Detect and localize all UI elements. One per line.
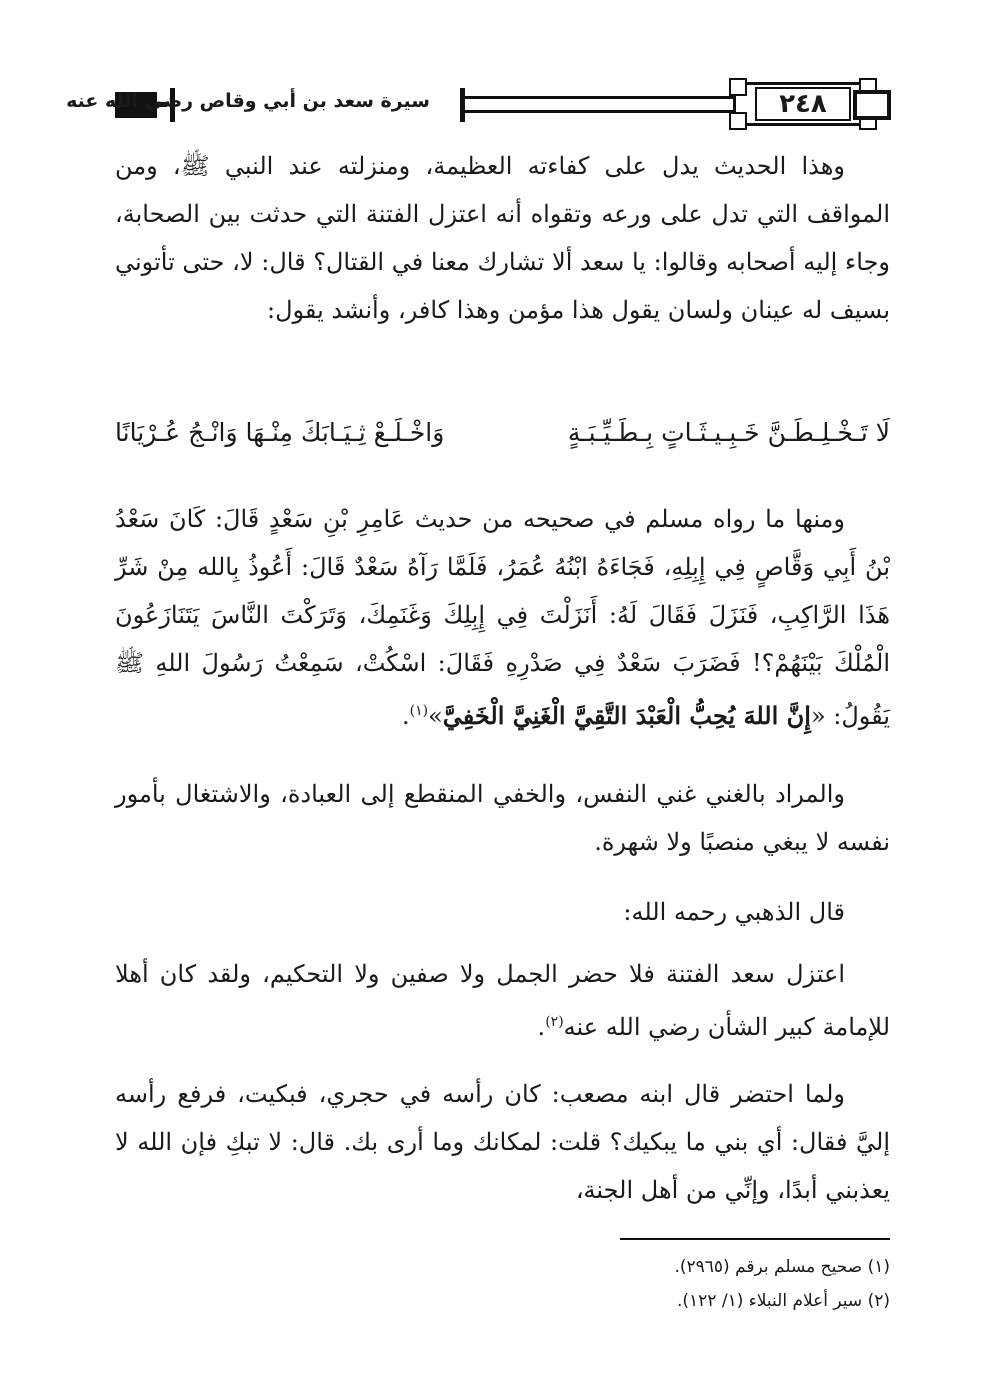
paragraph-intro: وهذا الحديث يدل على كفاءته العظيمة، ومنزلته عند النبي ﷺ، ومن المواقف التي تدل على ورعه وتقواه أنه اعتزل الفتنة التي حدثت بين الصحابة، وجاء إليه أصحابه وقالوا: يا سعد ألا تشارك معنا في القتال؟ قال: لا، حتى تأتوني بسيف له عينان ولسان يقول هذا مؤمن وهذا كافر، وأنشد يقول: xyxy=(115,152,890,324)
hadith-end: . xyxy=(401,702,410,730)
footnote-2: (٢) سير أعلام النبلاء (١/ ١٢٢). xyxy=(677,1291,890,1311)
poem-verse xyxy=(115,408,890,468)
hadith-text: إِنَّ اللهَ يُحِبُّ الْعَبْدَ التَّقِيَّ الْغَنِيَّ الْخَفِيَّ xyxy=(442,701,811,730)
paragraph-meaning-block xyxy=(115,770,890,866)
footnotes xyxy=(115,1250,890,1318)
paragraph-dhahabi-block xyxy=(115,950,890,1051)
paragraph-dhahabi xyxy=(115,950,890,1051)
dhahabi-end: . xyxy=(537,1013,546,1041)
footnote-ref-2: (٢) xyxy=(545,1014,564,1030)
hadith-closing-quote: » xyxy=(428,702,443,730)
page-number-box xyxy=(733,82,873,126)
page-number-inner xyxy=(755,87,851,121)
corner-knot-bl xyxy=(729,112,747,130)
paragraph-hadith xyxy=(115,495,890,740)
paragraph-dhahabi-intro: قال الذهبي رحمه الله: xyxy=(623,898,845,926)
paragraph-death: ولما احتضر قال ابنه مصعب: كان رأسه في حجري، فبكيت، فرفع رأسه إليَّ فقال: أي بني ما يبكيك؟ قلت: لمكانك وما أرى بك. قال: لا تبكِ فإن الله لا يعذبني أبدًا، وإنِّي من أهل الجنة، xyxy=(115,1080,890,1204)
footnote-ref-1: (١) xyxy=(409,703,429,719)
header-rule-bottom xyxy=(465,110,735,113)
page-number: ٢٤٨ xyxy=(779,89,827,119)
verse-hemistich-second: وَاخْـلَـعْ ثِـيَـابَكَ مِنْـهَا وَانْـجُ عُـرْيَانًا xyxy=(115,418,445,447)
paragraph-intro-block xyxy=(115,142,890,334)
page-header xyxy=(66,80,890,130)
header-rule-top xyxy=(465,96,735,99)
paragraph-meaning: والمراد بالغني غني النفس، والخفي المنقطع إلى العبادة، والاشتغال بأمور نفسه لا يبغي منصبًا ولا شهرة. xyxy=(115,780,890,856)
header-bar-mid xyxy=(460,88,465,122)
footnote-separator xyxy=(620,1238,890,1240)
verse-hemistich-first: لَا تَـخْـلِـطَـنَّ خَـبِـيـثَـاتٍ بِـطَـيِّـبَـةٍ xyxy=(567,418,890,447)
running-title: سيرة سعد بن أبي وقاص رضي الله عنه xyxy=(66,90,430,112)
paragraph-dhahabi-intro-block xyxy=(115,888,890,936)
hadith-intro: ومنها ما رواه مسلم في صحيحه من حديث عَامِرِ بْنِ سَعْدٍ قَالَ: كَانَ سَعْدُ بْنُ أَبِي وَقَّاصٍ فِي إِبِلِهِ، فَجَاءَهُ ابْنُهُ عُمَرُ، فَلَمَّا رَآهُ سَعْدٌ قَالَ: أَعُوذُ بِالله مِنْ شَرِّ هَذَا الرَّاكِبِ، فَنَزَلَ فَقَالَ لَهُ: أَنَزَلْتَ فِي إِبِلِكَ وَغَنَمِكَ، وَتَرَكْتَ النَّاسَ يَتَنَازَعُونَ الْمُلْكَ بَيْنَهُمْ؟! فَضَرَبَ سَعْدٌ فِي صَدْرِهِ فَقَالَ: اسْكُتْ، سَمِعْتُ رَسُولَ اللهِ ﷺ يَقُولُ: « xyxy=(115,505,891,730)
footnote-1: (١) صحيح مسلم برقم (٢٩٦٥). xyxy=(674,1257,890,1277)
dhahabi-text: اعتزل سعد الفتنة فلا حضر الجمل ولا صفين ولا التحكيم، ولقد كان أهلا للإمامة كبير الشأن رضي الله عنه xyxy=(115,960,890,1041)
corner-knot-tl xyxy=(729,78,747,96)
paragraph-hadith-block xyxy=(115,495,890,740)
paragraph-death-block xyxy=(115,1070,890,1214)
right-square-ornament xyxy=(853,90,891,120)
